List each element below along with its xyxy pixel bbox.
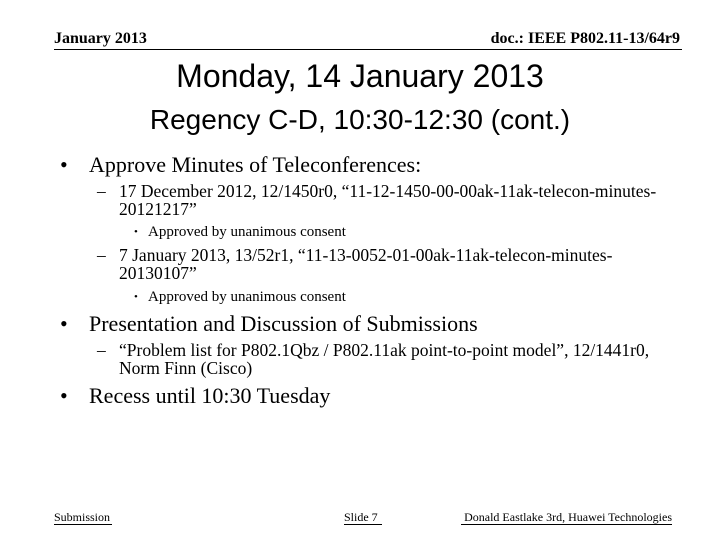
dash-symbol: –	[97, 245, 106, 265]
sub-bullet-text: “Problem list for P802.1Qbz / P802.11ak point-to-point model”, 12/1441r0, Norm Finn (Cisco)	[119, 340, 650, 378]
sub-bullet-text: 17 December 2012, 12/1450r0, “11-12-1450-00-00ak-11ak-telecon-minutes-20121217”	[119, 181, 657, 219]
sub-bullet-text: 7 January 2013, 13/52r1, “11-13-0052-01-00ak-11ak-telecon-minutes-20130107”	[119, 245, 613, 283]
header-doc-id: doc.: IEEE P802.11-13/64r9	[490, 30, 680, 47]
bullet-symbol: •	[60, 152, 68, 177]
note-text: Approved by unanimous consent	[148, 224, 346, 240]
footer-rule-left	[54, 524, 112, 525]
bullet-text: Presentation and Discussion of Submissions	[89, 311, 478, 336]
footer-rule-right	[461, 524, 672, 525]
bullet-text: Recess until 10:30 Tuesday	[89, 383, 331, 408]
note-text: Approved by unanimous consent	[148, 289, 346, 305]
header-date: January 2013	[54, 30, 147, 47]
slide-title: Monday, 14 January 2013	[176, 58, 544, 94]
bullet-symbol: •	[60, 311, 68, 336]
footer-author: Donald Eastlake 3rd, Huawei Technologies	[464, 510, 672, 524]
footer-slide-number: Slide 7	[344, 510, 378, 524]
header-divider	[54, 49, 682, 50]
dash-symbol: –	[97, 181, 106, 201]
note-bullet-symbol: •	[134, 226, 138, 238]
footer-rule-center	[344, 524, 382, 525]
dash-symbol: –	[97, 340, 106, 360]
footer-submission: Submission	[54, 510, 111, 524]
slide-subtitle: Regency C-D, 10:30-12:30 (cont.)	[149, 104, 571, 135]
bullet-symbol: •	[60, 383, 68, 408]
bullet-text: Approve Minutes of Teleconferences:	[89, 152, 422, 177]
note-bullet-symbol: •	[134, 291, 138, 303]
